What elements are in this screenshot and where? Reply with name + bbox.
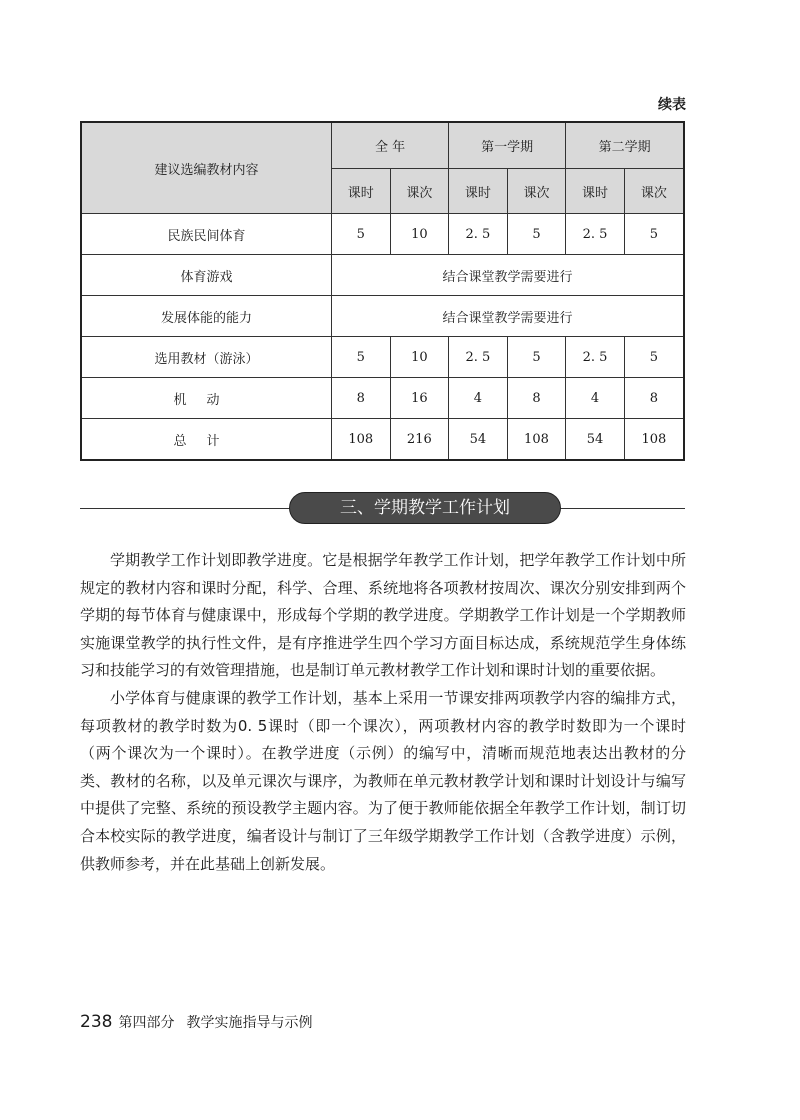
footer-part: 第四部分 — [118, 1015, 175, 1031]
header-full-year: 全 年 — [332, 122, 449, 169]
row-name: 体育游戏 — [81, 255, 332, 296]
cell-value: 5 — [332, 214, 391, 255]
table-row — [81, 296, 684, 337]
section-heading — [80, 492, 685, 524]
header-second-semester: 第二学期 — [566, 122, 684, 169]
table-row — [81, 214, 684, 255]
table-row — [81, 337, 684, 378]
continued-label: 续表 — [658, 97, 686, 113]
subheader-hours: 课时 — [449, 169, 508, 214]
paragraph: 学期教学工作计划即教学进度。它是根据学年教学工作计划，把学年教学工作计划中所规定的教材内容和课时分配，科学、合理、系统地将各项教材按周次、课次分别安排到两个学期的每节体育与健康课中，形成每个学期的教学进度。学期教学工作计划是一个学期教师实施课堂教学的执行性文件，是有序推进学生四个学习方面目标达成，系统规范学生身体练习和技能学习的有效管理措施，也是制订单元教材教学工作计划和课时计划的重要依据。 — [80, 551, 686, 680]
cell-value: 108 — [624, 419, 684, 461]
subheader-lessons: 课次 — [624, 169, 684, 214]
subheader-lessons: 课次 — [507, 169, 566, 214]
cell-value: 216 — [390, 419, 449, 461]
page-footer — [80, 1012, 312, 1032]
cell-value: 2. 5 — [449, 337, 508, 378]
subheader-hours: 课时 — [566, 169, 625, 214]
cell-value: 16 — [390, 378, 449, 419]
table-row — [81, 419, 684, 461]
cell-value: 54 — [566, 419, 625, 461]
body-text — [80, 547, 686, 878]
teaching-hours-table — [80, 121, 685, 461]
subheader-hours: 课时 — [332, 169, 391, 214]
row-name: 机动 — [81, 378, 332, 419]
section-title: 三、学期教学工作计划 — [289, 492, 561, 524]
cell-value: 2. 5 — [566, 214, 625, 255]
cell-value: 5 — [624, 337, 684, 378]
cell-value: 5 — [507, 337, 566, 378]
table-row — [81, 255, 684, 296]
cell-value: 54 — [449, 419, 508, 461]
header-content-col: 建议选编教材内容 — [81, 122, 332, 214]
paragraph: 小学体育与健康课的教学工作计划，基本上采用一节课安排两项教学内容的编排方式，每项教材的教学时数为0. 5课时（即一个课次），两项教材内容的教学时数即为一个课时（两个课次为一个课时）。在教学进度（示例）的编写中，清晰而规范地表达出教材的分类、教材的名称，以及单元课次与课序，为教师在单元教材教学计划和课时计划设计与编写中提供了完整、系统的预设教学主题内容。为了便于教师能依据全年教学工作计划，制订切合本校实际的教学进度，编者设计与制订了三年级学期教学工作计划（含教学进度）示例，供教师参考，并在此基础上创新发展。 — [80, 688, 686, 873]
subheader-lessons: 课次 — [390, 169, 449, 214]
header-first-semester: 第一学期 — [449, 122, 566, 169]
cell-value: 5 — [624, 214, 684, 255]
footer-chapter: 教学实施指导与示例 — [186, 1015, 313, 1031]
row-name: 总计 — [81, 419, 332, 461]
table-row — [81, 378, 684, 419]
cell-value: 108 — [332, 419, 391, 461]
cell-value: 2. 5 — [449, 214, 508, 255]
cell-value: 5 — [507, 214, 566, 255]
cell-value: 5 — [332, 337, 391, 378]
row-name: 选用教材（游泳） — [81, 337, 332, 378]
cell-value: 4 — [449, 378, 508, 419]
cell-value: 108 — [507, 419, 566, 461]
cell-value: 10 — [390, 214, 449, 255]
row-name: 发展体能的能力 — [81, 296, 332, 337]
page-number: 238 — [80, 1012, 113, 1032]
cell-value: 10 — [390, 337, 449, 378]
merged-note: 结合课堂教学需要进行 — [332, 296, 685, 337]
cell-value: 8 — [332, 378, 391, 419]
cell-value: 8 — [507, 378, 566, 419]
row-name: 民族民间体育 — [81, 214, 332, 255]
cell-value: 8 — [624, 378, 684, 419]
cell-value: 2. 5 — [566, 337, 625, 378]
cell-value: 4 — [566, 378, 625, 419]
merged-note: 结合课堂教学需要进行 — [332, 255, 685, 296]
